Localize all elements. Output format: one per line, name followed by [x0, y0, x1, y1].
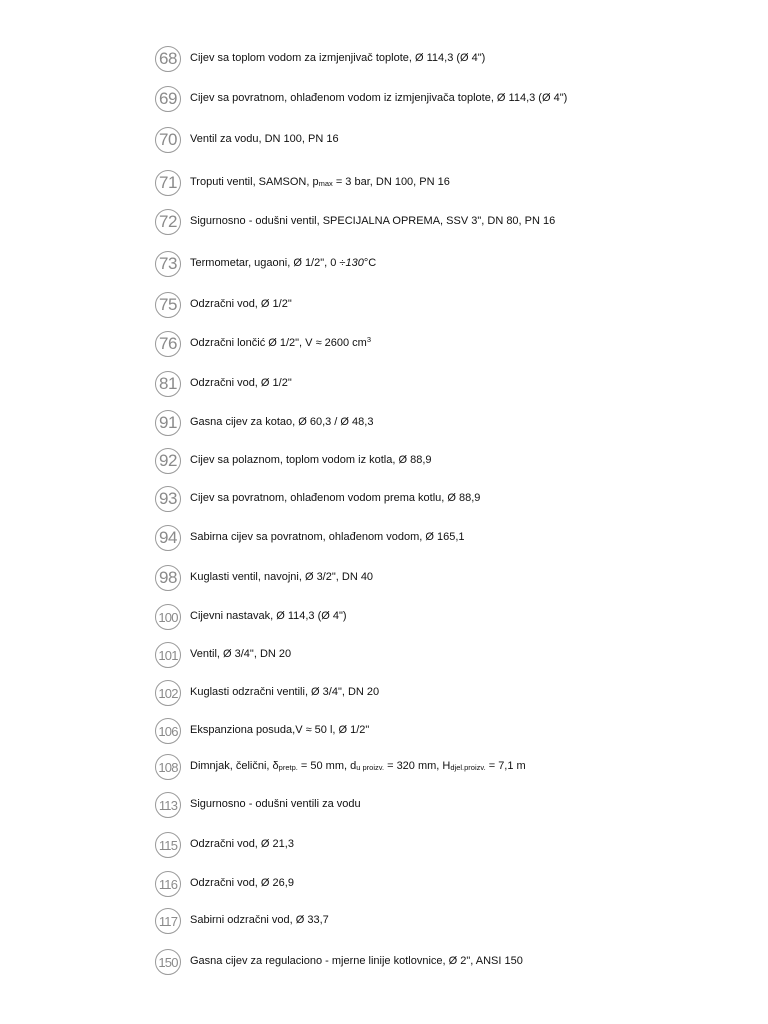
item-number-badge: 76: [155, 331, 181, 357]
item-number-badge: 102: [155, 680, 181, 706]
item-number-badge: 70: [155, 127, 181, 153]
legend-item: [155, 486, 755, 514]
item-number-badge: 91: [155, 410, 181, 436]
item-description: Gasna cijev za kotao, Ø 60,3 / Ø 48,3: [190, 416, 374, 428]
legend-item: [155, 170, 755, 198]
item-number-badge: 106: [155, 718, 181, 744]
legend-item: [155, 642, 755, 670]
item-description: Sabirni odzračni vod, Ø 33,7: [190, 914, 329, 926]
item-number-badge: 68: [155, 46, 181, 72]
item-description: Sigurnosno - odušni ventil, SPECIJALNA OPREMA, SSV 3", DN 80, PN 16: [190, 215, 556, 227]
item-number-badge: 150: [155, 949, 181, 975]
item-description: Odzračni lončić Ø 1/2", V ≈ 2600 $cm^3$: [190, 335, 372, 349]
legend-item: [155, 604, 755, 632]
item-description: Kuglasti ventil, navojni, Ø 3/2", DN 40: [190, 571, 374, 583]
item-description: Cijev sa toplom vodom za izmjenjivač toplote, Ø 114,3 (Ø 4"): [190, 52, 486, 64]
item-description: Kuglasti odzračni ventili, Ø 3/4", DN 20: [190, 686, 380, 698]
legend-item: [155, 908, 755, 936]
item-description: Odzračni vod, Ø 26,9: [190, 877, 294, 889]
item-number-badge: 72: [155, 209, 181, 235]
item-description: Ventil za vodu, DN 100, PN 16: [190, 133, 339, 145]
legend-item: [155, 680, 755, 708]
item-description: Odzračni vod, Ø 1/2": [190, 377, 292, 389]
legend-item: [155, 718, 755, 746]
item-description: Termometar, ugaoni, Ø 1/2", 0 ÷130°C: [190, 257, 377, 269]
item-number-badge: 117: [155, 908, 181, 934]
item-description: Sigurnosno - odušni ventili za vodu: [190, 798, 361, 810]
item-number-badge: 108: [155, 754, 181, 780]
item-number-badge: 93: [155, 486, 181, 512]
item-number-badge: 100: [155, 604, 181, 630]
legend-item: [155, 871, 755, 899]
item-number-badge: 81: [155, 371, 181, 397]
legend-item: [155, 949, 755, 977]
item-description: Cijev sa polaznom, toplom vodom iz kotla, Ø 88,9: [190, 454, 432, 466]
item-number-badge: 98: [155, 565, 181, 591]
legend-item: [155, 565, 755, 593]
item-description: Odzračni vod, Ø 21,3: [190, 838, 294, 850]
item-number-badge: 71: [155, 170, 181, 196]
legend-item: [155, 754, 755, 782]
item-number-badge: 94: [155, 525, 181, 551]
item-number-badge: 69: [155, 86, 181, 112]
item-description: Dimnjak, čelični, $\delta_{pretp.} = 50$ mm, $d_{u proizv.} = 320$ mm, $H_{djel.proizv.} = 7,1$ m: [190, 760, 526, 772]
legend-item: [155, 371, 755, 399]
legend-item: [155, 127, 755, 155]
item-description: Ekspanziona posuda,V ≈ 50 l, Ø 1/2": [190, 724, 370, 736]
legend-item: [155, 209, 755, 237]
item-description: Cijevni nastavak, Ø 114,3 (Ø 4"): [190, 610, 347, 622]
legend-item: [155, 410, 755, 438]
item-number-badge: 115: [155, 832, 181, 858]
item-number-badge: 113: [155, 792, 181, 818]
item-number-badge: 75: [155, 292, 181, 318]
legend-item: [155, 832, 755, 860]
legend-item: [155, 792, 755, 820]
item-description: Cijev sa povratnom, ohlađenom vodom iz izmjenjivača toplote, Ø 114,3 (Ø 4"): [190, 92, 568, 104]
item-description: Odzračni vod, Ø 1/2": [190, 298, 292, 310]
item-description: Troputi ventil, SAMSON, $p_{max} = 3$ bar, DN 100, PN 16: [190, 176, 450, 188]
legend-item: [155, 448, 755, 476]
legend-item: [155, 331, 755, 359]
item-description: Sabirna cijev sa povratnom, ohlađenom vodom, Ø 165,1: [190, 531, 465, 543]
item-description: Ventil, Ø 3/4", DN 20: [190, 648, 292, 660]
legend-item: [155, 292, 755, 320]
item-number-badge: 101: [155, 642, 181, 668]
item-description: Cijev sa povratnom, ohlađenom vodom prema kotlu, Ø 88,9: [190, 492, 481, 504]
legend-item: [155, 251, 755, 279]
legend-item: [155, 46, 755, 74]
item-number-badge: 73: [155, 251, 181, 277]
item-number-badge: 92: [155, 448, 181, 474]
legend-item: [155, 86, 755, 114]
item-description: Gasna cijev za regulaciono - mjerne linije kotlovnice, Ø 2", ANSI 150: [190, 955, 523, 967]
legend-item: [155, 525, 755, 553]
item-number-badge: 116: [155, 871, 181, 897]
